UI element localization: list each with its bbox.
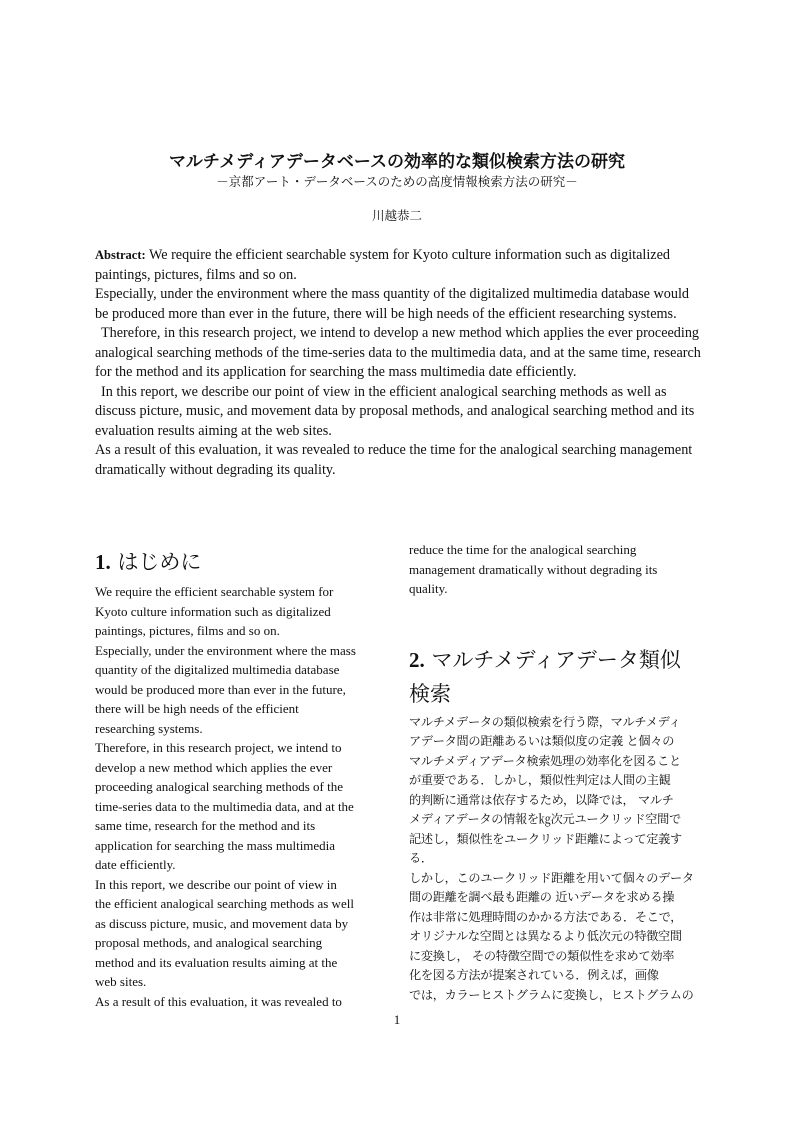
body-line: application for searching the mass multimedia — [95, 837, 336, 853]
body-line: would be produced more than ever in the future, — [95, 681, 346, 697]
section-number: 2. — [409, 647, 425, 672]
body-line: proceeding analogical searching methods of the — [95, 779, 343, 794]
paper-subtitle: －京都アート・データベースのための高度情報検索方法の研究－ — [216, 174, 578, 189]
body-line: As a result of this evaluation, it was revealed to — [95, 993, 342, 1009]
body-line: We require the efficient searchable system for — [95, 584, 334, 599]
page-number: 1 — [393, 1012, 401, 1027]
body-line: 的判断に通常は依存するため，以降では， マルチ — [409, 792, 674, 807]
body-line: る． — [409, 851, 433, 865]
abstract-text: We require the efficient searchable system for Kyoto culture information such as digitalized paintings, pictures, films and so on. — [95, 247, 670, 283]
section-heading — [95, 545, 393, 579]
abstract-paragraph: In this report, we describe our point of view in the efficient analogical searching methods as well as discuss picture, music, and movement data by proposal methods, and analogical searching method and its evaluation results aiming at the web sites. — [95, 383, 695, 439]
abstract-paragraph: Therefore, in this research project, we intend to develop a new method which applies the ever proceeding analogical searching methods of the time-series data to the multimedia data, and at the same time, research for the method and its application for searching the mass multimedia date efficiently. — [95, 325, 701, 380]
body-line: 作は非常に処理時間のかかる方法である．そこで， — [409, 909, 683, 924]
body-line: management dramatically without degrading its — [409, 561, 658, 577]
body-line: web sites. — [95, 974, 147, 989]
body-line: there will be high needs of the efficient — [95, 701, 299, 716]
body-line: the efficient analogical searching methods as well — [95, 896, 354, 911]
left-column — [95, 545, 393, 1011]
section-body — [409, 713, 709, 1006]
body-line: proposal methods, and analogical searching — [95, 935, 323, 950]
body-line: メディアデータの情報を㎏次元ユークリッド空間で — [409, 812, 681, 826]
body-line: では，カラーヒストグラムに変換し，ヒストグラムの — [409, 987, 694, 1002]
author-name: 川越恭二 — [371, 208, 422, 223]
section-body — [95, 582, 393, 1011]
body-line: 間の距離を調べ最も距離の 近いデータを求める操 — [409, 890, 675, 904]
body-line: reduce the time for the analogical searching — [409, 542, 637, 557]
body-line: quality. — [409, 581, 448, 596]
body-line: as discuss picture, music, and movement data by — [95, 915, 349, 931]
body-line: paintings, pictures, films and so on. — [95, 623, 280, 638]
section-title: はじめに — [117, 550, 202, 574]
abstract-paragraph: Especially, under the environment where the mass quantity of the digitalized multimedia database would be produced more than ever in the future, there will be high needs of the efficient researching systems. — [95, 286, 689, 322]
section-number: 1. — [95, 550, 111, 574]
abstract-label: Abstract: — [95, 248, 146, 262]
body-line: same time, research for the method and its — [95, 818, 316, 833]
body-line: Therefore, in this research project, we intend to — [95, 740, 342, 755]
section-heading-continued — [409, 677, 709, 711]
body-line: に変換し， その特徴空間での類似性を求めて効率 — [409, 948, 675, 963]
body-line: マルチメディアデータ検索処理の効率化を図ること — [409, 753, 681, 768]
abstract-block — [95, 246, 705, 480]
section-heading — [409, 643, 709, 677]
body-line: オリジナルな空間とは異なるより低次元の特徴空間 — [409, 929, 682, 943]
body-line: アデータ間の距離あるいは類似度の定義 と個々の — [409, 734, 675, 748]
body-line: Kyoto culture information such as digitalized — [95, 603, 331, 619]
body-line: しかし，このユークリッド距離を用いて個々のデータ — [409, 870, 694, 885]
body-line: 化を図る方法が提案されている．例えば，画像 — [409, 968, 659, 982]
body-line: Especially, under the environment where the mass — [95, 642, 356, 658]
section-title: マルチメディアデータ類似 — [431, 647, 681, 672]
right-column — [409, 540, 709, 1005]
body-line: time-series data to the multimedia data, and at the — [95, 798, 354, 814]
abstract-paragraph — [95, 246, 705, 285]
body-line: 記述し，類似性をユークリッド距離によって定義す — [409, 831, 682, 846]
body-line: quantity of the digitalized multimedia database — [95, 662, 340, 677]
section-title: 検索 — [409, 681, 451, 706]
body-line: develop a new method which applies the ever — [95, 759, 333, 775]
body-line: が重要である．しかし，類似性判定は人間の主観 — [409, 773, 671, 787]
section-body-continued — [409, 540, 709, 599]
body-line: date efficiently. — [95, 857, 176, 872]
body-line: method and its evaluation results aiming at the — [95, 954, 338, 970]
body-line: researching systems. — [95, 720, 203, 736]
body-line: マルチメデータの類似検索を行う際，マルチメディ — [409, 714, 681, 729]
abstract-paragraph: As a result of this evaluation, it was revealed to reduce the time for the analogical searching management dramatically without degrading its quality. — [95, 442, 693, 478]
body-line: In this report, we describe our point of view in — [95, 876, 337, 892]
paper-title: マルチメディアデータベースの効率的な類似検索方法の研究 — [168, 152, 626, 172]
